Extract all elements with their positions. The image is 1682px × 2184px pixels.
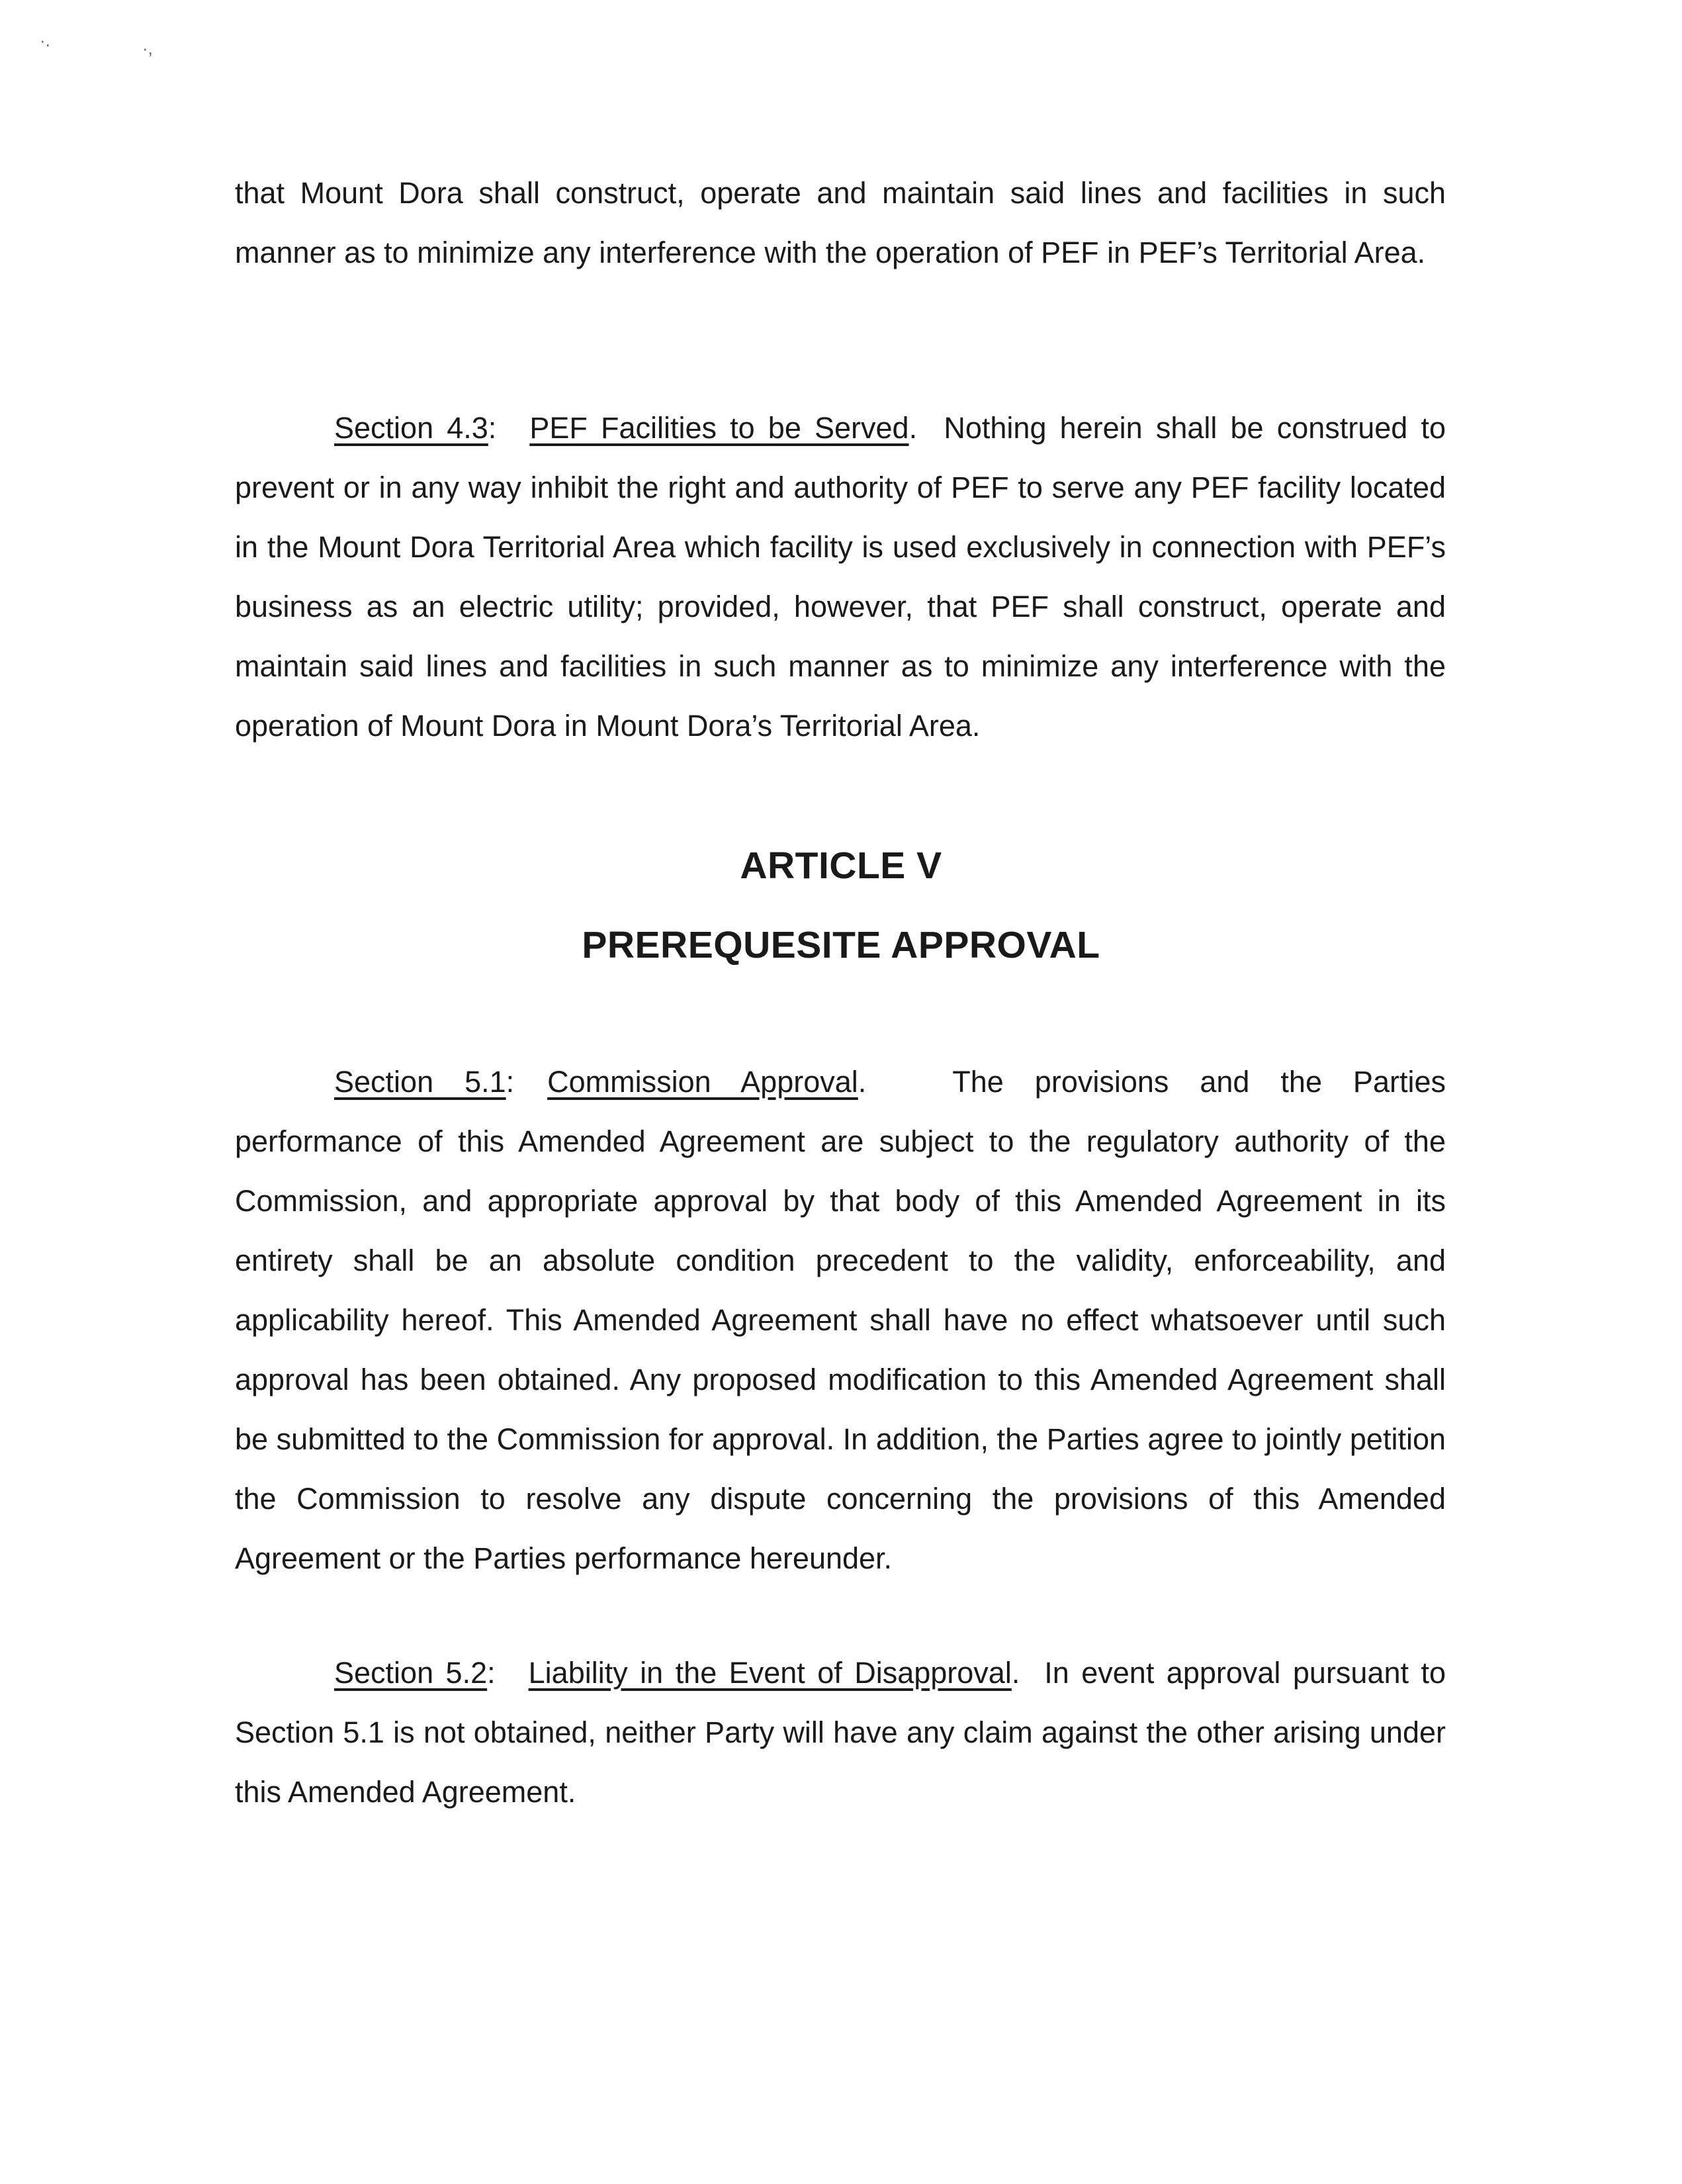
section-4-3-title: PEF Facilities to be Served <box>529 411 909 445</box>
article-title: PREREQUESITE APPROVAL <box>582 924 1100 966</box>
section-5-2-body: In event approval pursuant to Section 5.1 is not obtained, neither Party will have any claim against the other arising under this Amended Agreement. <box>235 1656 1446 1809</box>
section-5-1-title: Commission Approval <box>547 1065 858 1099</box>
section-5-1-body: The provisions and the Parties performance of this Amended Agreement are subject to the regulatory authority of the Commission, and appropriate approval by that body of this Amended Agreement in its entirety shall be an absolute condition precedent to the validity, enforceability, and applicability hereof. This Amended Agreement shall have no effect whatsoever until such approval has been obtained. Any proposed modification to this Amended Agreement shall be submitted to the Commission for approval. In addition, the Parties agree to jointly petition the Commission to resolve any dispute concerning the provisions of this Amended Agreement or the Parties performance hereunder. <box>235 1065 1446 1575</box>
section-5-2-paragraph: Section 5.2: Liability in the Event of Disapproval. In event approval pursuant to Section 5.1 is not obtained, neither Party will have any claim against the other arising under this Amended Agreement. <box>235 1656 1446 1809</box>
scan-speck: ·, <box>142 38 153 58</box>
article-number: ARTICLE V <box>740 844 942 887</box>
section-5-1-number: Section 5.1 <box>334 1065 506 1099</box>
section-5-1-paragraph: Section 5.1: Commission Approval. The provisions and the Parties performance of this Amended Agreement are subject to the regulatory authority of the Commission, and appropriate approval by that body of this Amended Agreement in its entirety shall be an absolute condition precedent to the validity, enforceability, and applicability hereof. This Amended Agreement shall have no effect whatsoever until such approval has been obtained. Any proposed modification to this Amended Agreement shall be submitted to the Commission for approval. In addition, the Parties agree to jointly petition the Commission to resolve any dispute concerning the provisions of this Amended Agreement or the Parties performance hereunder. <box>235 1065 1446 1575</box>
section-4-3-body: Nothing herein shall be construed to prevent or in any way inhibit the right and authority of PEF to serve any PEF facility located in the Mount Dora Territorial Area which facility is used exclusively in connection with PEF’s business as an electric utility; provided, however, that PEF shall construct, operate and maintain said lines and facilities in such manner as to minimize any interference with the operation of Mount Dora in Mount Dora’s Territorial Area. <box>235 411 1446 743</box>
continuation-text: that Mount Dora shall construct, operate and maintain said lines and facilities in such manner as to minimize any interference with the operation of PEF in PEF’s Territorial Area. <box>235 176 1446 269</box>
section-5-2-number: Section 5.2 <box>334 1656 488 1690</box>
section-4-3-paragraph: Section 4.3: PEF Facilities to be Served. Nothing herein shall be construed to prevent or in any way inhibit the right and authority of PEF to serve any PEF facility located in the Mount Dora Territorial Area which facility is used exclusively in connection with PEF’s business as an electric utility; provided, however, that PEF shall construct, operate and maintain said lines and facilities in such manner as to minimize any interference with the operation of Mount Dora in Mount Dora’s Territorial Area. <box>235 411 1446 743</box>
scan-speck: ·. <box>40 30 50 50</box>
section-5-2-title: Liability in the Event of Disapproval <box>528 1656 1012 1690</box>
continuation-paragraph <box>235 163 1446 283</box>
section-4-3-number: Section 4.3 <box>334 411 488 445</box>
